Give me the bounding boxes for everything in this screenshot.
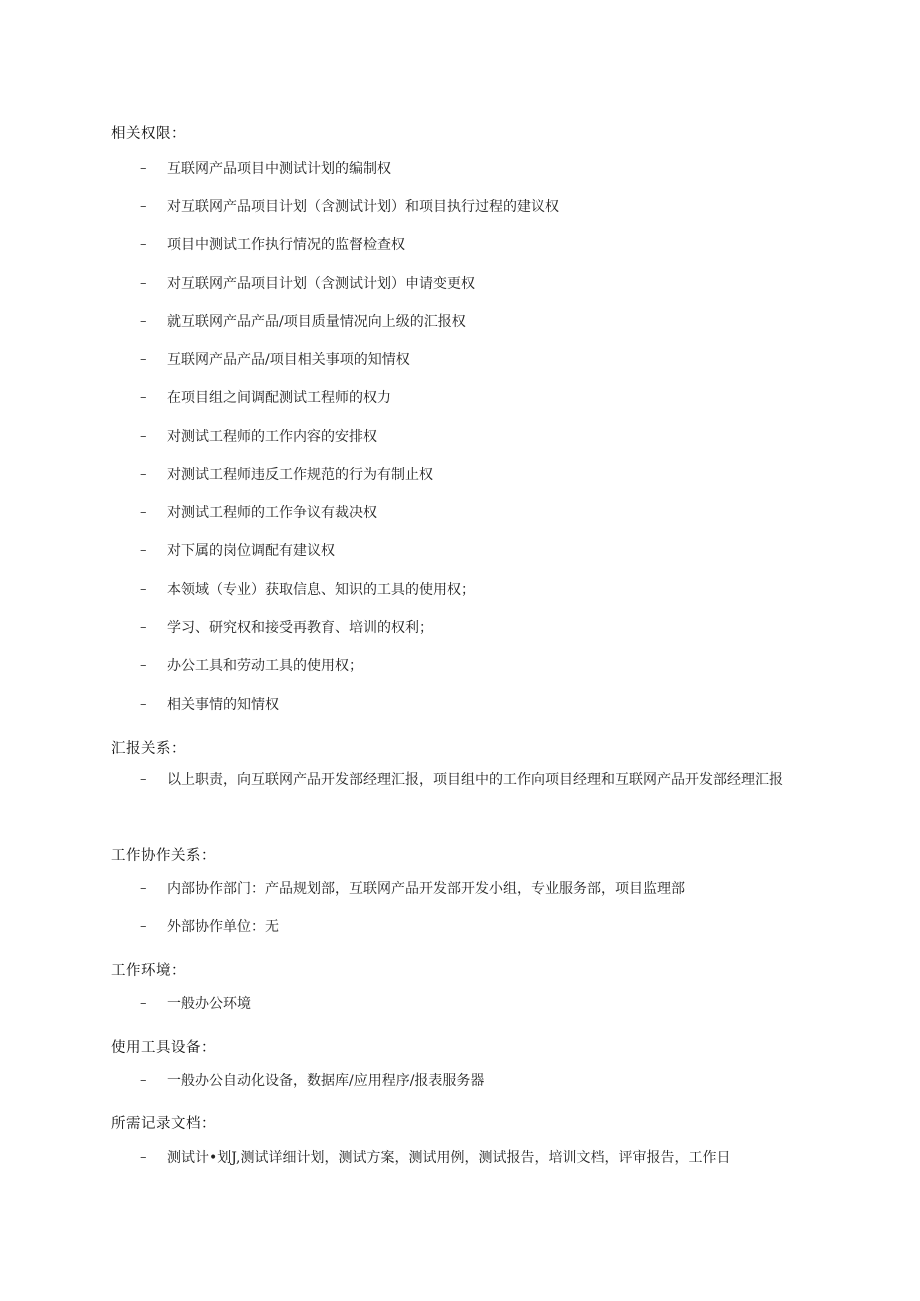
list-item-text: 对互联网产品项目计划（含测试计划）申请变更权 — [167, 276, 475, 292]
bullet-dash: – — [140, 276, 147, 291]
list-item-text: 本领域（专业）获取信息、知识的工具的使用权； — [167, 582, 475, 598]
list-item-text: 项目中测试工作执行情况的监督检查权 — [167, 237, 405, 253]
list-item-text: 互联网产品产品/项目相关事项的知情权 — [167, 352, 410, 368]
section-heading-tools: 使用工具设备： — [111, 1040, 216, 1056]
list-item-text: 互联网产品项目中测试计划的编制权 — [167, 161, 391, 177]
section-heading-environment: 工作环境： — [111, 963, 186, 979]
list-item — [140, 150, 820, 188]
list-item — [140, 532, 820, 570]
list-item-text: 一般办公环境 — [167, 996, 251, 1012]
list-item-text: 对测试工程师违反工作规范的行为有制止权 — [167, 467, 433, 483]
bullet-dash: – — [140, 390, 147, 405]
section-heading-collaboration: 工作协作关系： — [111, 848, 216, 864]
list-item — [140, 686, 820, 724]
bullet-dash: – — [140, 1073, 147, 1088]
list-item-text: 就互联网产品产品/项目质量情况向上级的汇报权 — [167, 314, 466, 330]
list-item-text: 以上职责，向互联网产品开发部经理汇报，项目组中的工作向项目经理和互联网产品开发部经理汇报 — [167, 772, 783, 788]
list-item-text: 对测试工程师的工作内容的安排权 — [167, 429, 377, 445]
list-item-text: 对互联网产品项目计划（含测试计划）和项目执行过程的建议权 — [167, 199, 559, 215]
bullet-dash: – — [140, 697, 147, 712]
list-item — [140, 341, 820, 379]
list-item — [140, 1062, 820, 1100]
list-item-text: 在项目组之间调配测试工程师的权力 — [167, 390, 391, 406]
bullet-dash: – — [140, 237, 147, 252]
bullet-dash: – — [140, 1150, 147, 1165]
list-item — [140, 647, 820, 685]
list-item — [140, 494, 820, 532]
bullet-dash: – — [140, 429, 147, 444]
list-item — [140, 418, 820, 456]
list-item-text: 相关事情的知情权 — [167, 697, 279, 713]
bullet-dash: – — [140, 199, 147, 214]
list-item-text: 对测试工程师的工作争议有裁决权 — [167, 505, 377, 521]
bullet-dash: – — [140, 582, 147, 597]
bullet-dash: – — [140, 996, 147, 1011]
list-item-text: 测试计•划J,测试详细计划，测试方案，测试用例，测试报告，培训文档，评审报告，工作日 — [167, 1150, 731, 1166]
bullet-dash: – — [140, 881, 147, 896]
list-item — [140, 265, 820, 303]
section-heading-reporting: 汇报关系： — [111, 741, 186, 757]
bullet-dash: – — [140, 314, 147, 329]
list-item — [140, 571, 820, 609]
list-item — [140, 226, 820, 264]
list-item — [140, 379, 820, 417]
list-item — [140, 188, 820, 226]
bullet-dash: – — [140, 658, 147, 673]
bullet-dash: – — [140, 620, 147, 635]
bullet-dash: – — [140, 505, 147, 520]
list-item — [140, 870, 820, 908]
list-item-text: 内部协作部门：产品规划部，互联网产品开发部开发小组，专业服务部，项目监理部 — [167, 881, 685, 897]
bullet-dash: – — [140, 352, 147, 367]
bullet-dash: – — [140, 543, 147, 558]
list-item — [140, 764, 830, 796]
list-item — [140, 1139, 820, 1177]
section-heading-permissions: 相关权限： — [111, 126, 186, 142]
bullet-dash: – — [140, 919, 147, 934]
section-heading-documents: 所需记录文档： — [111, 1116, 216, 1132]
list-item — [140, 456, 820, 494]
list-item — [140, 609, 820, 647]
list-item-text: 外部协作单位：无 — [167, 919, 279, 935]
bullet-dash: – — [140, 772, 147, 787]
list-item-text: 学习、研究权和接受再教育、培训的权利； — [167, 620, 433, 636]
list-item — [140, 908, 820, 946]
list-item-text: 对下属的岗位调配有建议权 — [167, 543, 335, 559]
bullet-dash: – — [140, 161, 147, 176]
bullet-dash: – — [140, 467, 147, 482]
list-item — [140, 303, 820, 341]
list-item-text: 一般办公自动化设备，数据库/应用程序/报表服务器 — [167, 1073, 485, 1089]
list-item-text: 办公工具和劳动工具的使用权； — [167, 658, 363, 674]
list-item — [140, 985, 820, 1023]
